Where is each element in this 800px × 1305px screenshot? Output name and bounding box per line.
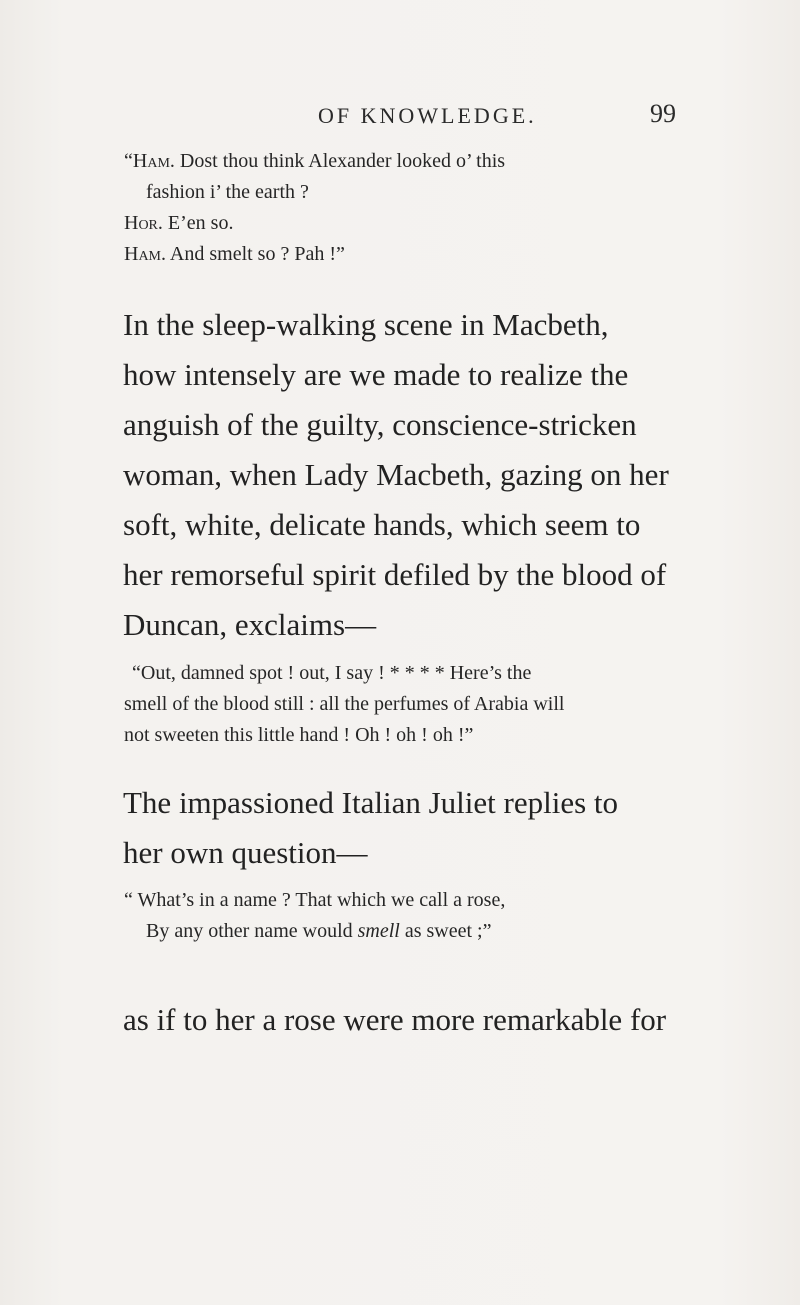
quote-line: “ What’s in a name ? That which we call a rose,	[124, 889, 506, 911]
italic-word: smell	[357, 920, 400, 942]
speaker-name: Ham.	[124, 243, 167, 265]
quote-line	[124, 208, 505, 239]
page-number: 99	[650, 99, 676, 128]
quote-text: And smelt so ? Pah !”	[166, 243, 345, 265]
paragraph-rose	[123, 995, 666, 1045]
paragraph-line: anguish of the guilty, conscience-stricken	[123, 407, 637, 442]
quote-line	[124, 239, 505, 270]
paragraph-line: In the sleep-walking scene in Macbeth,	[123, 307, 609, 342]
paragraph-line: woman, when Lady Macbeth, gazing on her	[123, 457, 669, 492]
paragraph-line: how intensely are we made to realize the	[123, 357, 629, 392]
quote-line: not sweeten this little hand ! Oh ! oh ! oh !”	[124, 724, 474, 746]
open-quote-mark: “	[124, 150, 133, 172]
quote-text: By any other name would	[146, 920, 358, 942]
paragraph-line: The impassioned Italian Juliet replies to	[123, 785, 619, 820]
speaker-name: Hor.	[124, 212, 163, 234]
quote-line: smell of the blood still : all the perfumes of Arabia will	[124, 693, 565, 715]
quote-text: E’en so.	[162, 212, 234, 234]
lady-macbeth-quote	[124, 658, 564, 751]
quote-text: Dost thou think Alexander looked o’ this	[174, 150, 506, 172]
juliet-quote	[124, 885, 505, 947]
quote-line	[124, 916, 505, 947]
paragraph-line: as if to her a rose were more remarkable for	[123, 1002, 667, 1037]
hamlet-quote	[124, 146, 505, 270]
paragraph-line: her own question—	[123, 835, 368, 870]
quote-line: “Out, damned spot ! out, I say ! * * * * Here’s the	[132, 662, 532, 684]
speaker-name: Ham.	[132, 150, 175, 172]
paragraph-line: soft, white, delicate hands, which seem to	[123, 507, 641, 542]
paragraph-line: her remorseful spirit defiled by the blood of	[123, 557, 667, 592]
running-head-title: OF KNOWLEDGE.	[318, 103, 537, 128]
quote-text: as sweet ;”	[399, 920, 492, 942]
paragraph-juliet	[123, 778, 618, 878]
quote-line: fashion i’ the earth ?	[146, 181, 309, 203]
paragraph-line: Duncan, exclaims—	[123, 607, 377, 642]
paragraph-macbeth	[123, 300, 669, 650]
quote-line	[124, 146, 505, 177]
